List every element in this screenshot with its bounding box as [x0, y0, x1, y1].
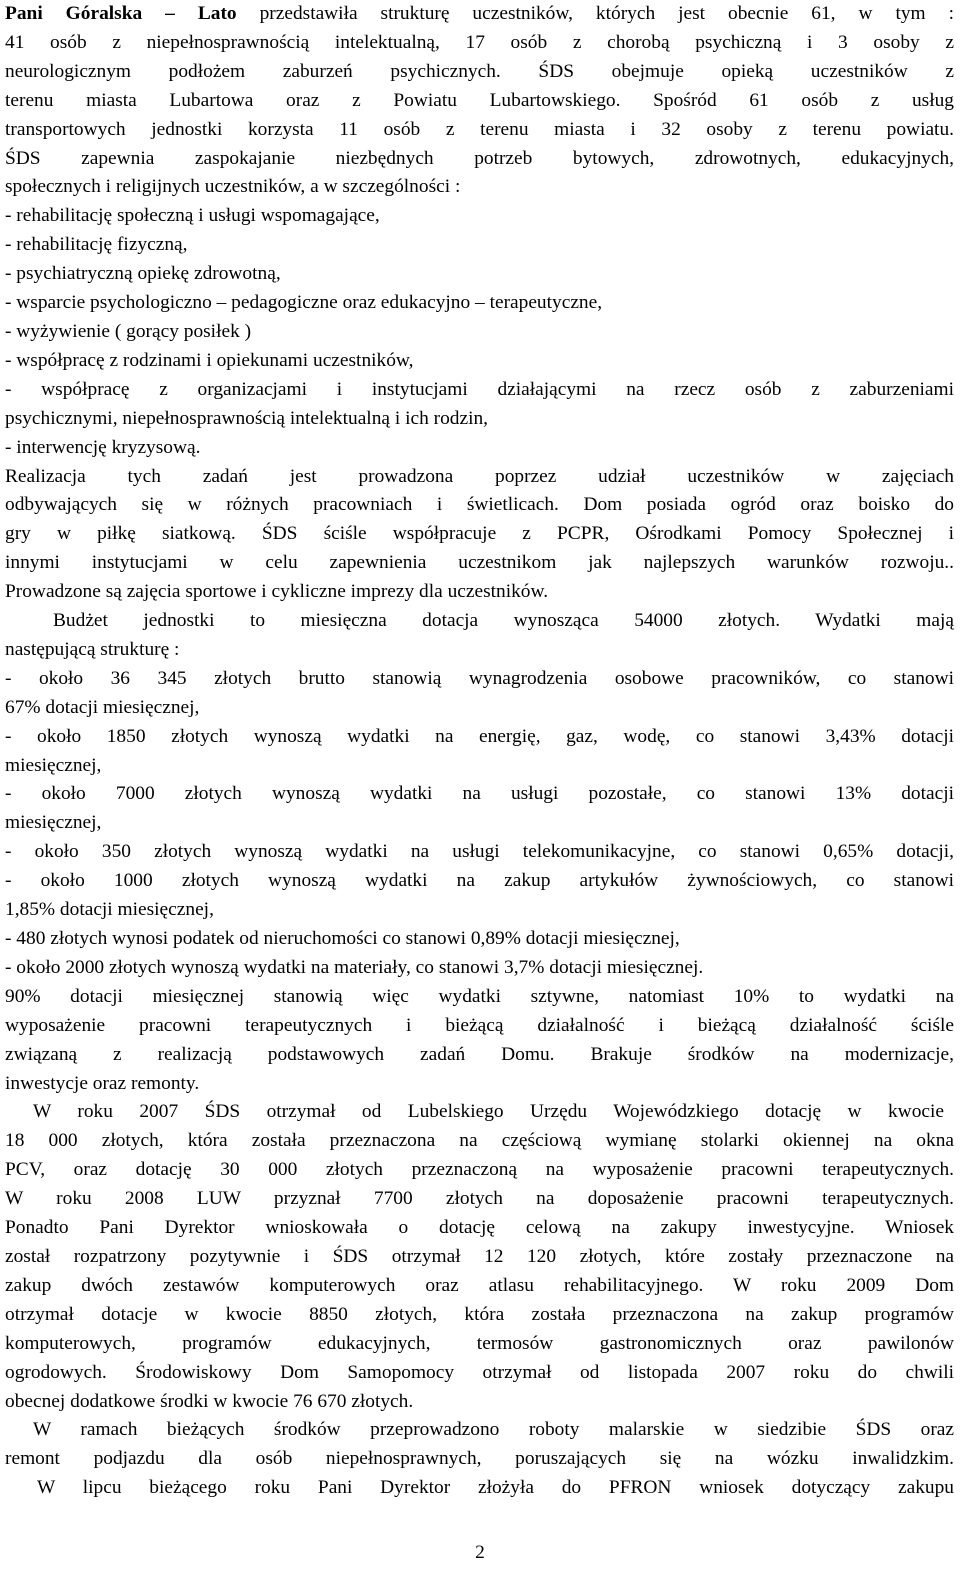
- text-line: następującą strukturę :: [5, 638, 180, 660]
- text-line: transportowych jednostki korzysta 11 osób z terenu miasta i 32 osoby z terenu powiatu.: [5, 118, 954, 140]
- text-line: neurologicznym podłożem zaburzeń psychicznych. ŚDS obejmuje opieką uczestników z: [5, 60, 954, 82]
- text-line: został rozpatrzony pozytywnie i ŚDS otrzymał 12 120 złotych, które zostały przeznaczone na: [5, 1245, 954, 1267]
- list-item: - około 350 złotych wynoszą wydatki na usługi telekomunikacyjne, co stanowi 0,65% dotacji,: [5, 841, 954, 863]
- list-item: - około 1000 złotych wynoszą wydatki na zakup artykułów żywnościowych, co stanowi: [5, 870, 954, 892]
- text-line: 18 000 złotych, która została przeznaczona na częściową wymianę stolarki okiennej na okna: [5, 1130, 954, 1152]
- page-number: 2: [475, 1542, 485, 1563]
- speaker-name: Pani Góralska – Lato: [5, 3, 237, 24]
- text-line: Realizacja tych zadań jest prowadzona poprzez udział uczestników w zajęciach: [5, 465, 954, 487]
- list-item: - około 7000 złotych wynoszą wydatki na usługi pozostałe, co stanowi 13% dotacji: [5, 783, 954, 805]
- text-line: wyposażenie pracowni terapeutycznych i bieżącą działalność i bieżącą działalność ściśle: [5, 1014, 954, 1036]
- list-item: - rehabilitację fizyczną,: [5, 234, 188, 256]
- text-line: psychicznymi, niepełnosprawnością intelektualną i ich rodzin,: [5, 407, 489, 429]
- text-line: ogrodowych. Środowiskowy Dom Samopomocy otrzymał od listopada 2007 roku do chwili: [5, 1361, 954, 1383]
- text-line: 67% dotacji miesięcznej,: [5, 696, 200, 718]
- list-item: - około 1850 złotych wynoszą wydatki na energię, gaz, wodę, co stanowi 3,43% dotacji: [5, 725, 954, 747]
- text-line: społecznych i religijnych uczestników, a w szczególności :: [5, 176, 461, 198]
- list-item: - współpracę z organizacjami i instytucjami działającymi na rzecz osób z zaburzeniami: [5, 378, 954, 400]
- text-line: komputerowych, programów edukacyjnych, termosów gastronomicznych oraz pawilonów: [5, 1332, 954, 1354]
- text-line: 41 osób z niepełnosprawnością intelektualną, 17 osób z chorobą psychiczną i 3 osoby z: [5, 31, 954, 53]
- list-item: - 480 złotych wynosi podatek od nieruchomości co stanowi 0,89% dotacji miesięcznej,: [5, 928, 680, 949]
- list-item: - psychiatryczną opiekę zdrowotną,: [5, 263, 281, 285]
- text-line: otrzymał dotacje w kwocie 8850 złotych, która została przeznaczona na zakup programów: [5, 1303, 954, 1325]
- text-line: miesięcznej,: [5, 754, 102, 776]
- list-item: - rehabilitację społeczną i usługi wspomagające,: [5, 205, 380, 227]
- text-line: ŚDS zapewnia zaspokajanie niezbędnych potrzeb bytowych, zdrowotnych, edukacyjnych,: [5, 147, 954, 169]
- list-item: - około 36 345 złotych brutto stanowią wynagrodzenia osobowe pracowników, co stanowi: [5, 667, 954, 689]
- list-item: - około 2000 złotych wynoszą wydatki na materiały, co stanowi 3,7% dotacji miesięcznej.: [5, 956, 704, 978]
- text-line: PCV, oraz dotację 30 000 złotych przeznaczoną na wyposażenie pracowni terapeutycznych.: [5, 1159, 954, 1181]
- text-line: Budżet jednostki to miesięczna dotacja wynosząca 54000 złotych. Wydatki mają: [53, 610, 954, 632]
- text-line: W ramach bieżących środków przeprowadzono roboty malarskie w siedzibie ŚDS oraz: [33, 1419, 954, 1441]
- list-item: - współpracę z rodzinami i opiekunami uczestników,: [5, 349, 414, 371]
- list-item: - interwencję kryzysową.: [5, 436, 201, 458]
- text-line: gry w piłkę siatkową. ŚDS ściśle współpracuje z PCPR, Ośrodkami Pomocy Społecznej i: [5, 523, 954, 545]
- text-line: W roku 2007 ŚDS otrzymał od Lubelskiego Urzędu Wojewódzkiego dotację w kwocie: [33, 1101, 944, 1123]
- text-line: innymi instytucjami w celu zapewnienia uczestnikom jak najlepszych warunków rozwoju..: [5, 552, 954, 574]
- text-line: remont podjazdu dla osób niepełnosprawnych, poruszających się na wózku inwalidzkim.: [5, 1448, 954, 1470]
- list-item: - wyżywienie ( gorący posiłek ): [5, 320, 252, 342]
- text-line: miesięcznej,: [5, 812, 102, 834]
- text-line: zakup dwóch zestawów komputerowych oraz atlasu rehabilitacyjnego. W roku 2009 Dom: [5, 1274, 954, 1296]
- list-item: - wsparcie psychologiczno – pedagogiczne oraz edukacyjno – terapeutyczne,: [5, 292, 603, 314]
- text-line: inwestycje oraz remonty.: [5, 1072, 200, 1094]
- text-line: W lipcu bieżącego roku Pani Dyrektor złożyła do PFRON wniosek dotyczący zakupu: [37, 1477, 954, 1499]
- document-body: [5, 0, 954, 1503]
- text-line: Ponadto Pani Dyrektor wnioskowała o dotację celową na zakupy inwestycyjne. Wniosek: [5, 1217, 954, 1239]
- text-line: W roku 2008 LUW przyznał 7700 złotych na doposażenie pracowni terapeutycznych.: [5, 1188, 954, 1210]
- text-line: terenu miasta Lubartowa oraz z Powiatu Lubartowskiego. Spośród 61 osób z usług: [5, 89, 954, 111]
- text-line: obecnej dodatkowe środki w kwocie 76 670 złotych.: [5, 1390, 414, 1412]
- text-line: 1,85% dotacji miesięcznej,: [5, 899, 214, 921]
- text-line: odbywających się w różnych pracowniach i świetlicach. Dom posiada ogród oraz boisko do: [5, 494, 954, 516]
- text-line: związaną z realizacją podstawowych zadań Domu. Brakuje środków na modernizacje,: [5, 1043, 954, 1065]
- text-line: Prowadzone są zajęcia sportowe i cykliczne imprezy dla uczestników.: [5, 581, 549, 603]
- text-line: 90% dotacji miesięcznej stanowią więc wydatki sztywne, natomiast 10% to wydatki na: [5, 985, 954, 1007]
- text-line-1: Pani Góralska – Lato przedstawiła strukturę uczestników, których jest obecnie 61, w tym :: [5, 3, 954, 24]
